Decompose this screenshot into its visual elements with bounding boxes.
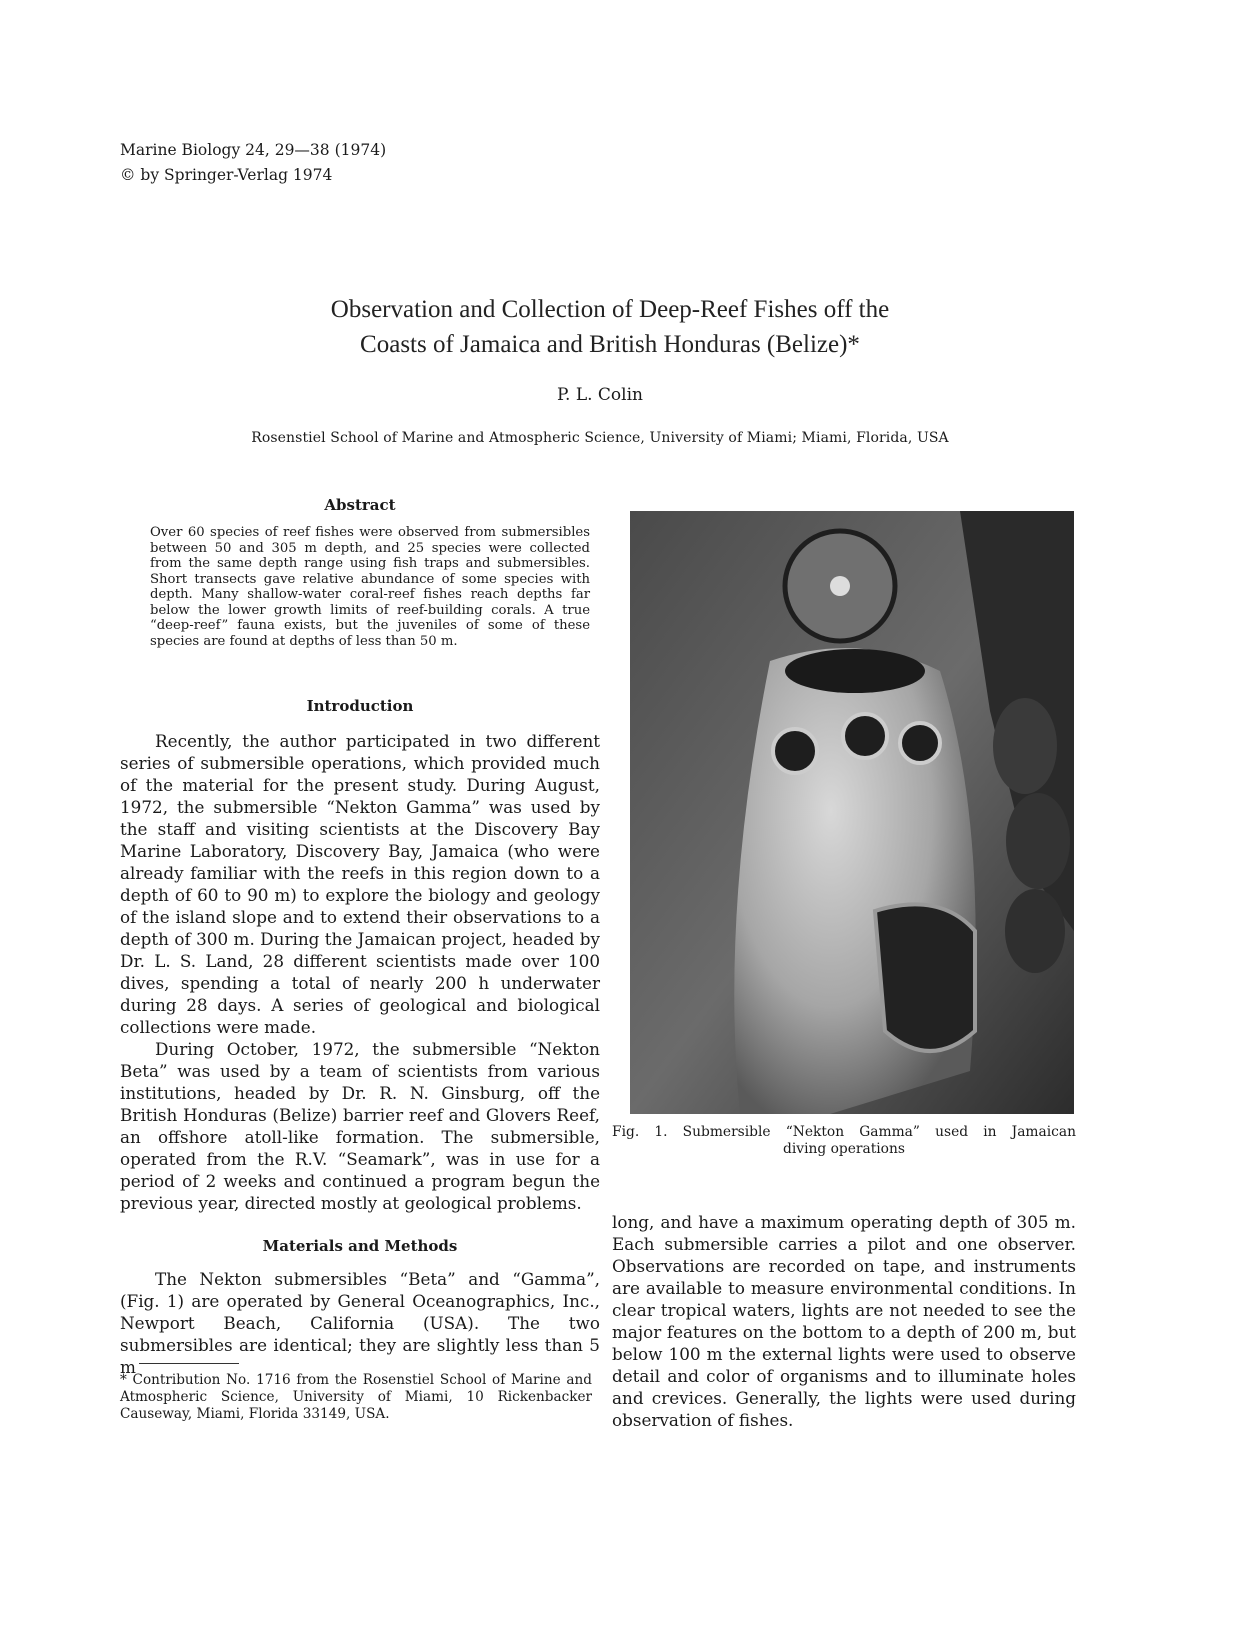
abstract-text: Over 60 species of reef fishes were observed from submersibles between 50 and 305 m depth, and 25 species were collected from the same depth range using fish traps and submersibles. Short transects gave relative abundance of some species with depth. Many shallow-water coral-reef fishes reach depths far below the lower growth limits of reef-building corals. A true “deep-reef” fauna exists, but the juveniles of some of these species are found at depths of less than 50 m. (150, 525, 590, 649)
submersible-photo (630, 511, 1074, 1114)
intro-paragraph-1: Recently, the author participated in two different series of submersible operations, which provided much of the material for the present study. During August, 1972, the submersible “Nekton Gamma” was used by the staff and visiting scientists at the Discovery Bay Marine Laboratory, Discovery Bay, Jamaica (who were already familiar with the reefs in this region down to a depth of 60 to 90 m) to explore the biology and geology of the island slope and to extend their observations to a depth of 300 m. During the Jamaican project, headed by Dr. L. S. Land, 28 different scientists made over 100 dives, spending a total of nearly 200 h underwater during 28 days. A series of geological and biological collections were made. (120, 731, 600, 1037)
methods-heading: Materials and Methods (262, 1237, 458, 1255)
footnote-divider (139, 1363, 239, 1364)
hatch-hub (830, 576, 850, 596)
caption-line-2: diving operations (783, 1141, 905, 1157)
fender-2 (1006, 793, 1070, 889)
abstract-heading: Abstract (324, 496, 396, 514)
fender-3 (1005, 889, 1065, 973)
journal-line-2: © by Springer-Verlag 1974 (120, 166, 333, 184)
title-line-2: Coasts of Jamaica and British Honduras (Belize)* (360, 331, 860, 358)
methods-continuation-paragraph: long, and have a maximum operating depth of 305 m. Each submersible carries a pilot and one observer. Observations are recorded on tape, and instruments are available to measure environmental conditions. In clear tropical waters, lights are not needed to see the major features on the bottom to a depth of 200 m, but below 100 m the external lights were used to observe detail and color of organisms and to illuminate holes and crevices. Generally, the lights were used during observation of fishes. (612, 1212, 1076, 1430)
caption-line-1: Fig. 1. Submersible “Nekton Gamma” used in Jamaican (612, 1124, 1076, 1140)
footnote: * Contribution No. 1716 from the Rosenstiel School of Marine and Atmospheric Science, University of Miami, 10 Rickenbacker Causeway, Miami, Florida 33149, USA. (120, 1372, 592, 1422)
hatch-opening (785, 649, 925, 693)
figure-caption (612, 1124, 1076, 1158)
methods-body (120, 1268, 600, 1378)
paper-title (200, 292, 1020, 362)
porthole-3 (900, 723, 940, 763)
porthole-1 (773, 729, 817, 773)
introduction-heading: Introduction (306, 697, 414, 715)
journal-citation (120, 138, 386, 188)
title-line-1: Observation and Collection of Deep-Reef Fishes off the (330, 296, 890, 323)
intro-paragraph-2: During October, 1972, the submersible “Nekton Beta” was used by a team of scientists from various institutions, headed by Dr. R. N. Ginsburg, off the British Honduras (Belize) barrier reef and Glovers Reef, an offshore atoll-like formation. The submersible, operated from the R.V. “Seamark”, was in use for a period of 2 weeks and continued a program begun the previous year, directed mostly at geological problems. (120, 1039, 600, 1213)
author-affiliation: Rosenstiel School of Marine and Atmospheric Science, University of Miami; Miami, Florida, USA (251, 430, 949, 446)
fender-1 (993, 698, 1057, 794)
viewport-window (875, 904, 975, 1051)
introduction-body (120, 730, 600, 1214)
journal-line-1: Marine Biology 24, 29—38 (1974) (120, 141, 387, 159)
methods-continuation (612, 1211, 1076, 1431)
porthole-2 (843, 714, 887, 758)
methods-paragraph: The Nekton submersibles “Beta” and “Gamma”, (Fig. 1) are operated by General Oceanographics, Inc., Newport Beach, California (USA). The two submersibles are identical; they are slightly less than 5 m (120, 1269, 600, 1377)
author-name: P. L. Colin (557, 385, 643, 405)
